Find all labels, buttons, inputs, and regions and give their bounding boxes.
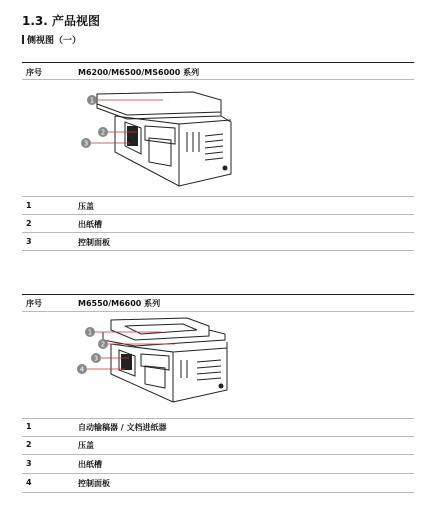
table2-row2-num: 2 xyxy=(26,440,32,449)
table2-row4-label: 控制面板 xyxy=(78,479,110,488)
table1-header-model: M6200/M6500/MS6000 系列 xyxy=(78,68,200,77)
table1-row2-num: 2 xyxy=(26,219,32,228)
table2-row-rule xyxy=(22,418,414,419)
table1-header-index: 序号 xyxy=(26,68,42,77)
table2-row3-num: 3 xyxy=(26,459,32,468)
table1-row1-label: 压盖 xyxy=(78,202,94,211)
table2-top-rule xyxy=(22,294,414,295)
table1-row-rule xyxy=(22,214,414,215)
printer-illustration-2 xyxy=(75,314,235,406)
callout-number-1: 1 xyxy=(87,328,93,337)
table2-row1-num: 1 xyxy=(26,422,32,431)
table1-bottom-rule xyxy=(22,250,414,251)
table2-bottom-rule xyxy=(22,492,414,493)
table2-row3-label: 出纸槽 xyxy=(78,460,102,469)
callout-number-2: 2 xyxy=(100,128,106,137)
table2-header-model: M6550/M6600 系列 xyxy=(78,299,161,308)
callout-number-3: 3 xyxy=(93,354,99,363)
callout-number-2: 2 xyxy=(100,340,106,349)
subsection-title-text: 侧视图（一） xyxy=(27,36,82,46)
table2-row1-label: 自动输稿器 / 文档进纸器 xyxy=(78,423,167,432)
table1-top-rule xyxy=(22,62,414,63)
table2-header-rule xyxy=(22,311,414,312)
table2-row-rule xyxy=(22,473,414,474)
printer-illustration-1 xyxy=(75,82,235,190)
subsection-title xyxy=(22,33,81,46)
table1-row2-label: 出纸槽 xyxy=(78,220,102,229)
table2-row-rule xyxy=(22,454,414,455)
table1-row1-num: 1 xyxy=(26,201,32,210)
callout-number-1: 1 xyxy=(89,96,95,105)
callout-number-3: 3 xyxy=(83,139,89,148)
table2-row-rule xyxy=(22,436,414,437)
table1-header-rule xyxy=(22,79,414,80)
table2-header-index: 序号 xyxy=(26,299,42,308)
table1-row-rule xyxy=(22,232,414,233)
table2-row2-label: 压盖 xyxy=(78,441,94,450)
table1-row3-num: 3 xyxy=(26,237,32,246)
table2-row4-num: 4 xyxy=(26,478,32,487)
callout-number-4: 4 xyxy=(79,365,85,374)
section-title: 1.3. 产品视图 xyxy=(22,14,100,28)
table1-row3-label: 控制面板 xyxy=(78,238,110,247)
table1-row-rule xyxy=(22,196,414,197)
